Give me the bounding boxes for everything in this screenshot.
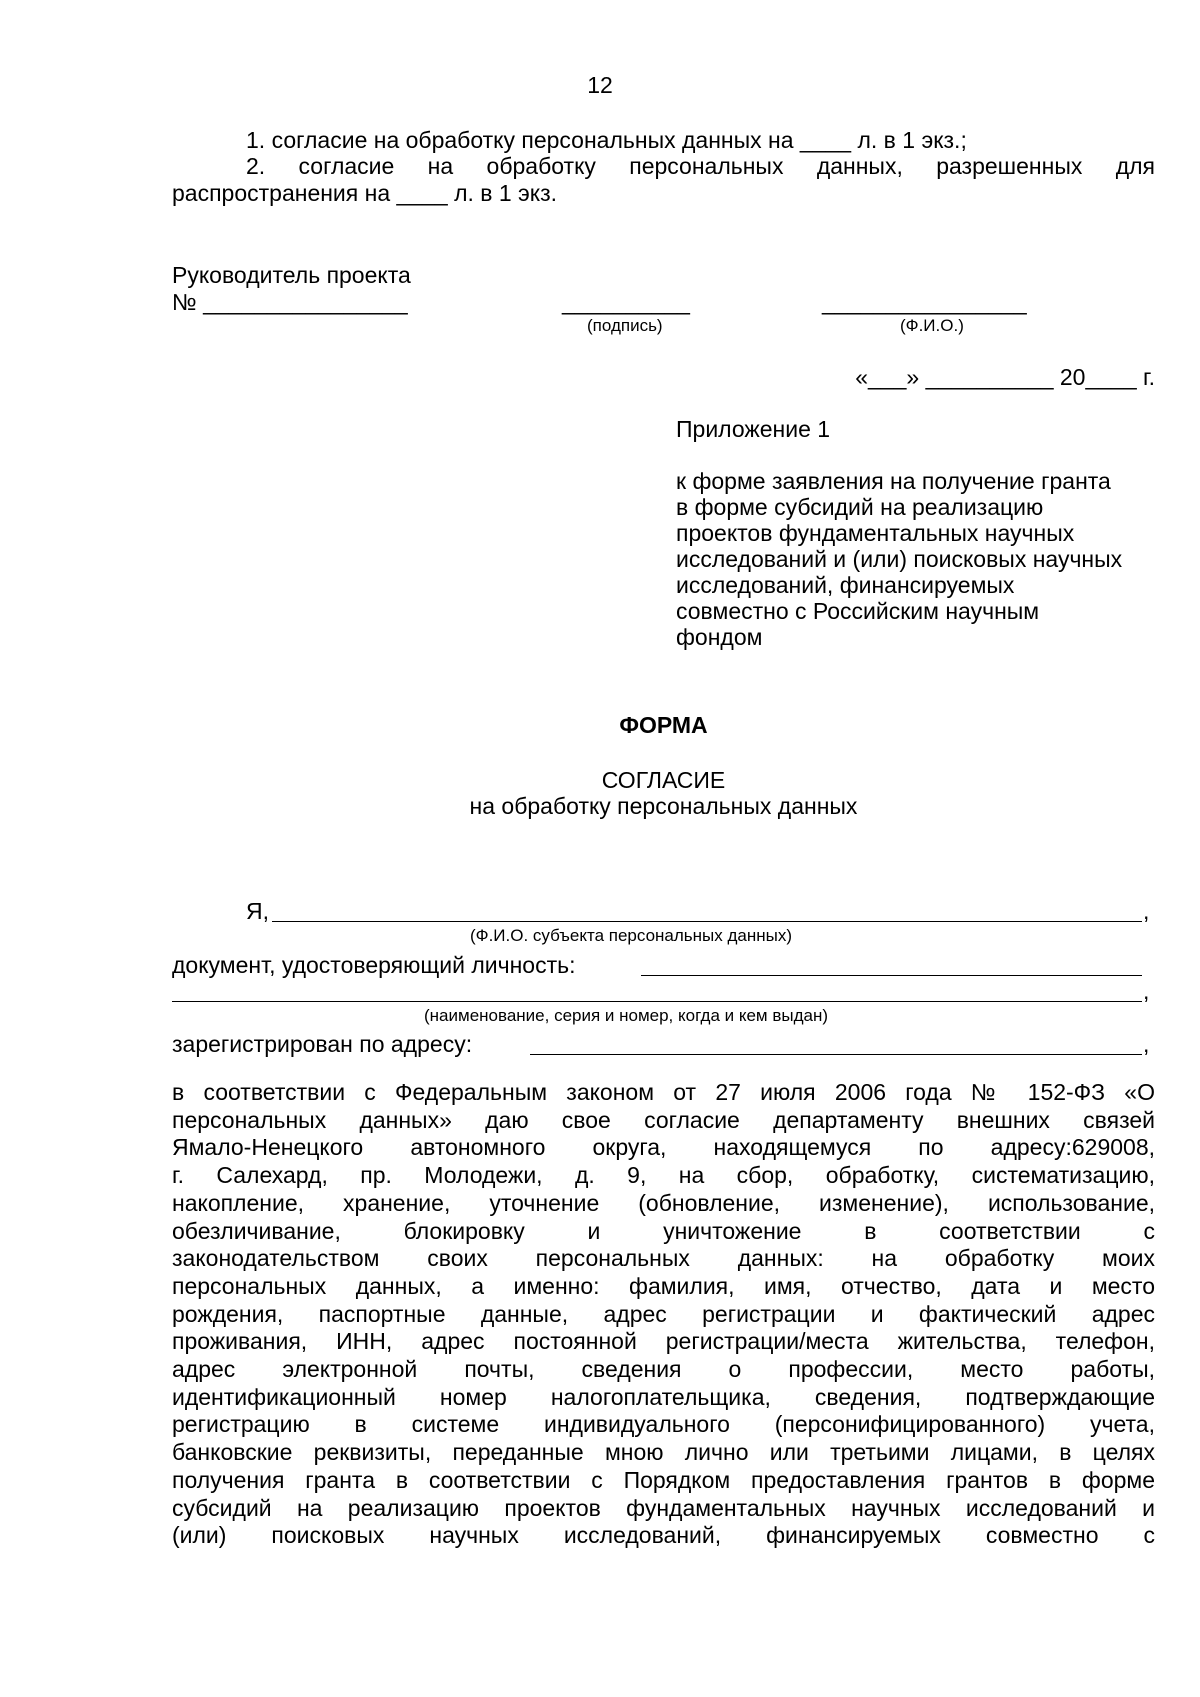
body-line: персональных данных» даю свое согласие департаменту внешних связей (172, 1106, 1155, 1133)
fio-input-line[interactable] (272, 921, 1142, 922)
fio-field-caption: (Ф.И.О. субъекта персональных данных) (470, 926, 793, 945)
page-number: 12 (587, 72, 613, 98)
body-line: (или) поисковых научных исследований, финансируемых совместно с (172, 1522, 1155, 1549)
body-line: персональных данных, а именно: фамилия, имя, отчество, дата и место (172, 1272, 1155, 1299)
body-line: субсидий на реализацию проектов фундаментальных научных исследований и (172, 1494, 1155, 1521)
document-label: документ, удостоверяющий личность: (172, 952, 576, 978)
body-line: адрес электронной почты, сведения о профессии, место работы, (172, 1356, 1155, 1383)
body-line: обезличивание, блокировку и уничтожение в соответствии с (172, 1217, 1155, 1244)
body-line: в соответствии с Федеральным законом от 27 июля 2006 года № 152-ФЗ «О (172, 1079, 1155, 1105)
consent-title: СОГЛАСИЕ (601, 767, 726, 793)
document-trailing-comma: , (1143, 978, 1150, 1004)
fio-line: ________________ (822, 289, 1027, 315)
fio-trailing-comma: , (1143, 898, 1150, 924)
signature-date: «___» __________ 20____ г. (855, 364, 1155, 390)
body-line: Ямало-Ненецкого автономного округа, находящемуся по адресу:629008, (172, 1134, 1155, 1161)
appendix-line: в форме субсидий на реализацию (676, 494, 1044, 520)
body-line: рождения, паспортные данные, адрес регистрации и фактический адрес (172, 1300, 1155, 1327)
form-label: ФОРМА (619, 712, 708, 738)
signature-line: __________ (562, 289, 690, 315)
attachment-item-1: 1. согласие на обработку персональных данных на ____ л. в 1 экз.; (246, 127, 967, 153)
body-line: г. Салехард, пр. Молодежи, д. 9, на сбор, обработку, систематизацию, (172, 1162, 1155, 1189)
body-line: регистрацию в системе индивидуального (персонифицированного) учета, (172, 1411, 1155, 1438)
document-input-line-2[interactable] (172, 1001, 1142, 1002)
address-trailing-comma: , (1143, 1031, 1150, 1057)
appendix-line: фондом (676, 624, 763, 650)
address-label: зарегистрирован по адресу: (172, 1031, 473, 1057)
body-line: идентификационный номер налогоплательщика, сведения, подтверждающие (172, 1383, 1155, 1410)
signature-caption: (подпись) (587, 316, 663, 335)
body-line: законодательством своих персональных данных: на обработку моих (172, 1245, 1155, 1272)
body-line: проживания, ИНН, адрес постоянной регистрации/места жительства, телефон, (172, 1328, 1155, 1355)
fio-caption: (Ф.И.О.) (900, 316, 964, 335)
address-input-line[interactable] (530, 1054, 1142, 1055)
appendix-title: Приложение 1 (676, 416, 831, 442)
body-line: накопление, хранение, уточнение (обновление, изменение), использование, (172, 1189, 1155, 1216)
i-label: Я, (246, 898, 269, 924)
appendix-line: проектов фундаментальных научных (676, 520, 1075, 546)
body-line: получения гранта в соответствии с Порядком предоставления грантов в форме (172, 1466, 1155, 1493)
project-head-label: Руководитель проекта (172, 262, 411, 288)
document-field-caption: (наименование, серия и номер, когда и кем выдан) (424, 1006, 829, 1025)
consent-body (172, 1079, 1155, 1550)
appendix-line: к форме заявления на получение гранта (676, 468, 1111, 494)
attachment-item-2-line-1: 2. согласие на обработку персональных данных, разрешенных для (246, 153, 1155, 179)
project-number-field: № ________________ (172, 289, 408, 315)
appendix-description (676, 468, 1122, 650)
appendix-line: совместно с Российским научным (676, 598, 1040, 624)
consent-subtitle: на обработку персональных данных (469, 793, 858, 819)
document-input-line[interactable] (641, 975, 1142, 976)
body-line: банковские реквизиты, переданные мною лично или третьими лицами, в целях (172, 1439, 1155, 1466)
appendix-line: исследований, финансируемых (676, 572, 1015, 598)
appendix-line: исследований и (или) поисковых научных (676, 546, 1123, 572)
attachment-item-2-line-2: распространения на ____ л. в 1 экз. (172, 180, 558, 206)
